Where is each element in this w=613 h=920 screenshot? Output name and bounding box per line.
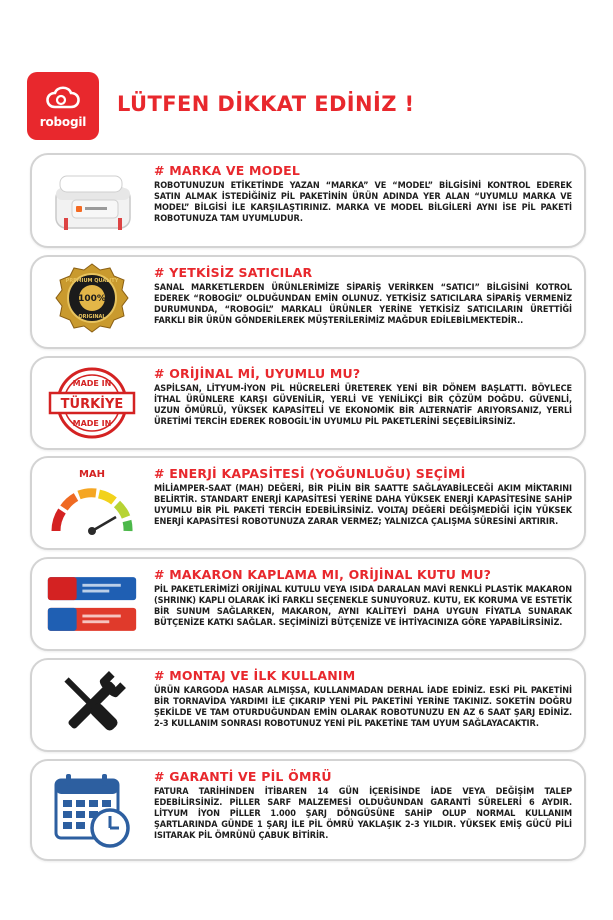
premium-quality-badge-icon (44, 262, 140, 342)
info-card-unauthorized-sellers (30, 255, 586, 349)
card-text: MİLİAMPER-SAAT (MAH) DEĞERİ, BİR PİLİN BİR SAATTE SAĞLAYABİLECEĞİ AKIM MİKTARINI BELİRTİR. STANDART ENERJİ KAPASİTESİ YERİNE DAHA YÜKSEK ENERJİ KAPASİTESİNE SAHİP UYUMLU BİR PİL PAKETİ TERCİH EDEBİLİRSİNİZ. VOLTAJ DEĞERİ DEĞİŞMEDİĞİ İÇİN YÜKSEK ENERJİ KAPASİTESİ ROBOTUNUZA ZARAR VERMEZ; YALNIZCA ÇALIŞMA SÜRESİNİ ARTIRIR. (154, 484, 572, 528)
card-title: # MONTAJ VE İLK KULLANIM (154, 668, 356, 683)
robot-vacuum-icon (44, 161, 140, 241)
card-text: SANAL MARKETLERDEN ÜRÜNLERİMİZE SİPARİŞ VERİRKEN “SATICI” BİLGİSİNİ KOTROL EDEREK “ROBOGİL” OLDUĞUNDAN EMİN OLUNUZ. YETKİSİZ SATICILARA SİPARİŞ VERMENİZ DURUMUNDA, “ROBOGİL” MARKALI ÜRÜNLER YERİNE YETKİSİZ SATICILARIN ÜRETTİĞİ FARKLI BİR ÜRÜN GÖNDERİLEREK MÜŞTERİLERİMİZ MAĞDUR EDİLEBİLMEKTEDİR.. (154, 283, 572, 327)
info-card-energy-capacity (30, 456, 586, 550)
info-card-brand-model (30, 153, 586, 248)
robogil-logo (27, 72, 99, 140)
badge-center-label: 100% (78, 294, 106, 304)
battery-packs-icon (44, 564, 140, 644)
stamp-bottom-label: MADE IN (72, 419, 112, 428)
badge-top-label: PREMIUM QUALITY (65, 278, 119, 284)
info-card-shrink-or-box (30, 557, 586, 651)
info-card-warranty (30, 759, 586, 861)
wrench-screwdriver-icon (44, 665, 140, 745)
card-text: FATURA TARİHİNDEN İTİBAREN 14 GÜN İÇERİSİNDE İADE VEYA DEĞİŞİM TALEP EDEBİLİRSİNİZ. PİLLER SARF MALZEMESİ OLDUĞUNDAN GARANTİ SÜRELERİ 6 AYDIR. LİTYUM İYON PİLLER 1.000 ŞARJ DÖNGÜSÜNE SAHİP OLUP NORMAL KULLANIM ŞARTLARINDA GÜNDE 1 ŞARJ İLE PİL ÖMRÜ YAKLAŞIK 2-3 YILDIR. YÜKSEK EMİŞ GÜCÜ PİLİ ISITARAK PİL ÖMRÜNÜ ÇABUK BİTİRİR. (154, 787, 572, 842)
card-text: ROBOTUNUZUN ETİKETİNDE YAZAN “MARKA” VE “MODEL” BİLGİSİNİ KONTROL EDEREK SATIN ALMAK İSTEDİĞİNİZ PİL PAKETİNİN ÜRÜN ADINDA YER ALAN “UYUMLU MARKA VE MODEL” BİLGİSİ İLE KARŞILAŞTIRINIZ. MARKA VE MODEL BİLGİLERİ AYNI İSE PİL PAKETİ ROBOTUNUZA TAM UYUMLUDUR. (154, 181, 572, 225)
stamp-top-label: MADE IN (72, 379, 112, 388)
card-text: ÜRÜN KARGODA HASAR ALMIŞSA, KULLANMADAN DERHAL İADE EDİNİZ. ESKİ PİL PAKETİNİ BİR TORNAVİDA YARDIMI İLE ÇIKARIP YENİ PİL PAKETİNİ YERİNE TAKINIZ. SOKETİN DOĞRU ŞEKİLDE VE TAM OTURDUĞUNDAN EMİN OLARAK ROBOTUNUZU EN AZ 6 SAAT ŞARJ EDİNİZ. 2-3 KULLANIM SONRASI ROBOTUNUZ YENİ PİL PAKETİNE TAM UYUM SAĞLAYACAKTIR. (154, 686, 572, 730)
capacity-gauge-icon (44, 463, 140, 543)
info-card-original-compatible (30, 356, 586, 450)
card-title: # MAKARON KAPLAMA MI, ORİJİNAL KUTU MU? (154, 567, 492, 582)
badge-bottom-label: ORIGINAL (78, 314, 106, 320)
card-title: # GARANTİ VE PİL ÖMRÜ (154, 769, 332, 784)
info-card-installation (30, 658, 586, 752)
card-title: # YETKİSİZ SATICILAR (154, 265, 313, 280)
page-title: LÜTFEN DİKKAT EDİNİZ ! (117, 92, 415, 116)
logo-text: robogil (39, 115, 87, 129)
card-title: # MARKA VE MODEL (154, 163, 300, 178)
calendar-clock-icon (44, 770, 140, 850)
stamp-center-label: TÜRKİYE (60, 397, 124, 412)
gauge-label: MAH (78, 469, 106, 480)
card-text: PİL PAKETLERİMİZİ ORİJİNAL KUTULU VEYA ISIDA DARALAN MAVİ RENKLİ PLASTİK MAKARON (SHRINK) KAPLI OLARAK İKİ FARKLI SEÇENEKLE SUNUYORUZ. KUTU, EK KORUMA VE ESTETİK BİR SUNUM SAĞLARKEN, MAKARON, AYNI KALİTEYİ DAHA UYGUN FİYATLA SUNARAK BÜTÇENİZE KATKI SAĞLAR. SEÇİMİNİZİ BÜTÇENİZE VE İHTİYACINIZA GÖRE YAPABİLİRSİNİZ. (154, 585, 572, 629)
made-in-turkiye-stamp-icon (44, 363, 140, 443)
card-title: # ENERJİ KAPASİTESİ (YOĞUNLUĞU) SEÇİMİ (154, 466, 466, 481)
card-title: # ORİJİNAL Mİ, UYUMLU MU? (154, 366, 361, 381)
card-text: ASPİLSAN, LİTYUM-İYON PİL HÜCRELERİ ÜRETEREK YENİ BİR DÖNEM BAŞLATTI. BÖYLECE İTHAL ÜRÜNLERE KARŞI GÜVENİLİR, YERLİ VE YENİLİKÇİ BİR ÇÖZÜM DOĞDU. GÜVENLİ, UZUN ÖMÜRLÜ, YÜKSEK KAPASİTELİ VE EKONOMİK BİR ALTERNATİF ARIYORSANIZ, YERLİ ÜRETİMİ TERCİH EDEREK ROBOGİL'İN UYUMLU PİL PAKETLERİNİ SEÇEBİLİRSİNİZ. (154, 384, 572, 428)
logo-mark-icon (43, 83, 83, 113)
